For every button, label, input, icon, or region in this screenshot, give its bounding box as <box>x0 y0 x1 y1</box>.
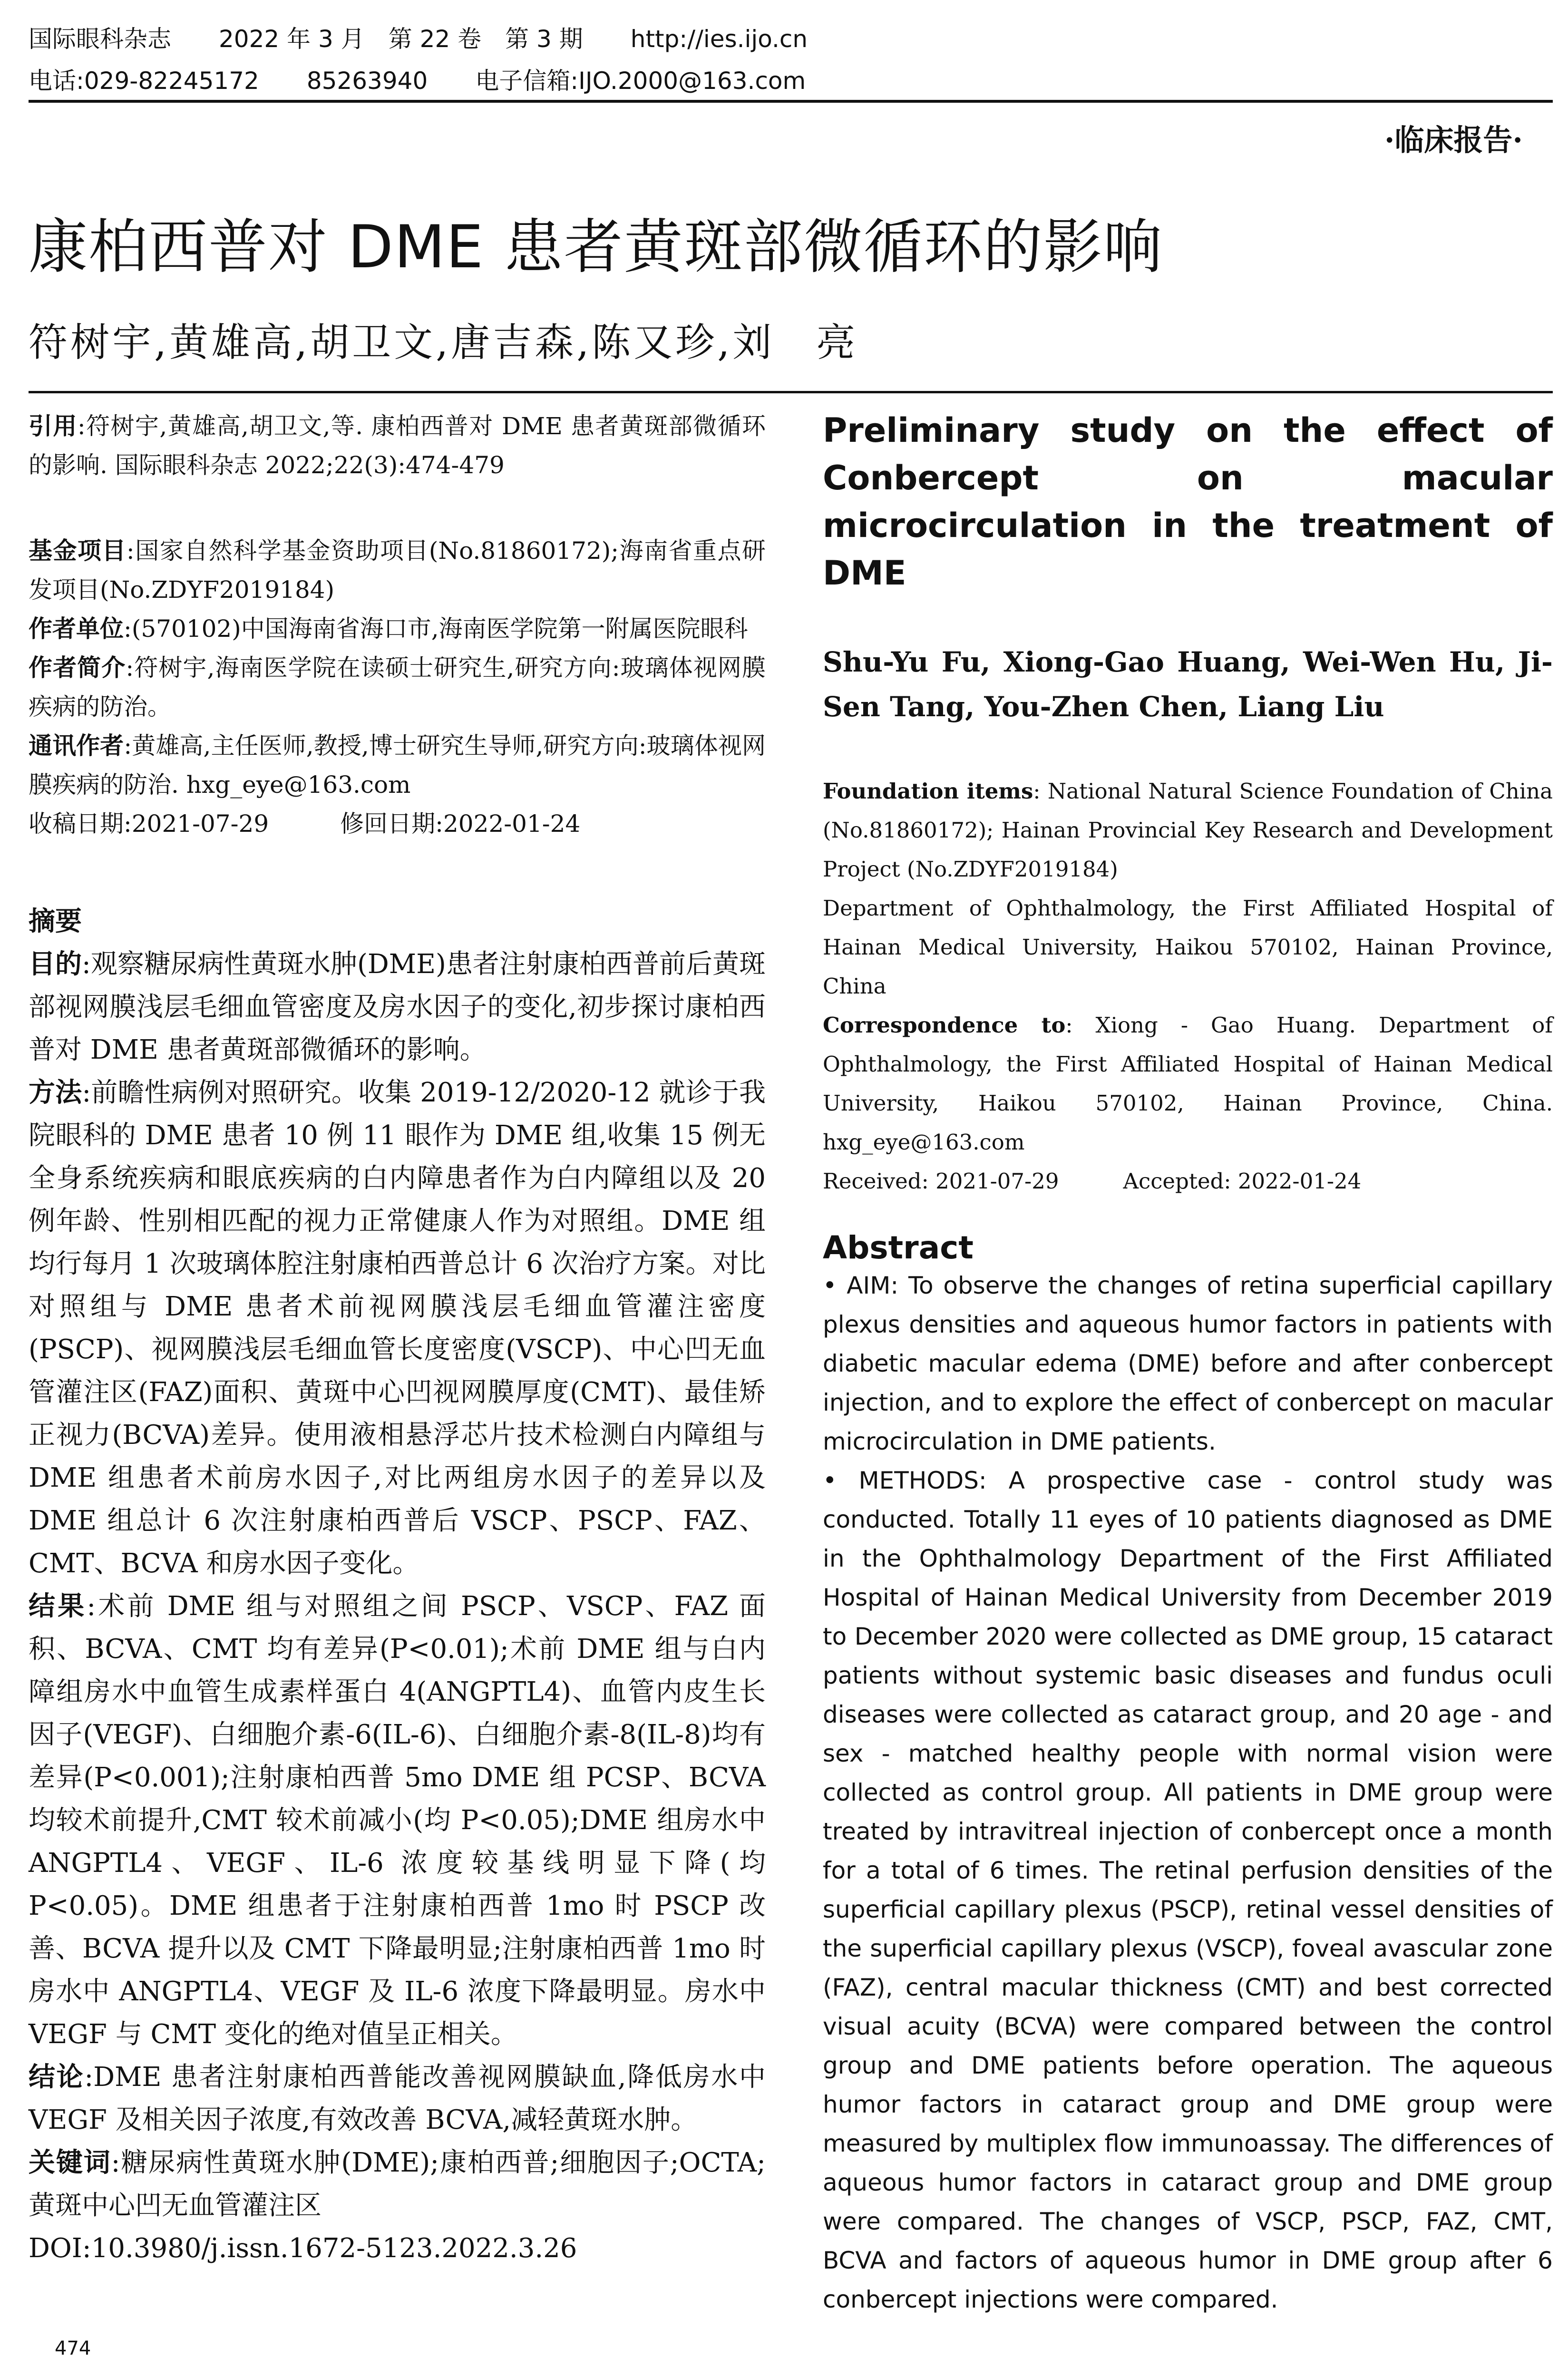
concl-text: :DME 患者注射康柏西普能改善视网膜缺血,降低房水中 VEGF 及相关因子浓度,有效改善 BCVA,减轻黄斑水肿。 <box>29 2062 766 2135</box>
title-rule <box>29 391 1553 393</box>
method-text: :前瞻性病例对照研究。收集 2019-12/2020-12 就诊于我院眼科的 DME 患者 10 例 11 眼作为 DME 组,收集 15 例无全身系统疾病和眼底疾病的白内障患者作为白内障组以及 20 例年龄、性别相匹配的视力正常健康人作为对照组。DME 组均行每月 1 次玻璃体腔注射康柏西普总计 6 次治疗方案。对比对照组与 DME 患者术前视网膜浅层毛细血管灌注密度(PSCP)、视网膜浅层毛细血管长度密度(VSCP)、中心凹无血管灌注区(FAZ)面积、黄斑中心凹视网膜厚度(CMT)、最佳矫正视力(BCVA)差异。使用液相悬浮芯片技术检测白内障组与 DME 组患者术前房水因子,对比两组房水因子的差异以及 DME 组总计 6 次注射康柏西普后 VSCP、PSCP、FAZ、CMT、BCVA 和房水因子变化。 <box>29 1077 766 1579</box>
article-info-cn <box>29 407 766 843</box>
citation-label: 引用 <box>29 412 78 440</box>
authors-cn: 符树宇,黄雄高,胡卫文,唐吉森,陈又珍,刘 亮 <box>29 320 858 365</box>
aim-cn <box>29 943 766 1072</box>
section-tag: ·临床报告· <box>1384 123 1523 157</box>
fund-text: :国家自然科学基金资助项目(No.81860172);海南省重点研发项目(No.ZDYF2019184) <box>29 537 766 604</box>
aim-text: :观察糖尿病性黄斑水肿(DME)患者注射康柏西普前后黄斑部视网膜浅层毛细血管密度及房水因子的变化,初步探讨康柏西普对 DME 患者黄斑部微循环的影响。 <box>29 949 766 1065</box>
concl-label: 结论 <box>29 2062 85 2093</box>
abstract-heading-cn: 摘要 <box>29 906 82 937</box>
left-column <box>29 407 766 2270</box>
aim-en: • AIM: To observe the changes of retina superficial capillary plexus densities and aqueous humor factors in patients with diabetic macular edema (DME) before and after conbercept injection, and to explore the effect of conbercept on macular microcirculation in DME patients. <box>823 1272 1553 1455</box>
unit-label: 作者单位 <box>29 615 124 643</box>
author-intro <box>29 648 766 726</box>
corr-text: :黄雄高,主任医师,教授,博士研究生导师,研究方向:玻璃体视网膜疾病的防治. hxg_eye@163.com <box>29 732 766 799</box>
unit-text: :(570102)中国海南省海口市,海南医学院第一附属医院眼科 <box>124 615 748 643</box>
keywords-cn <box>29 2142 766 2227</box>
abstract-en <box>823 1266 1553 2319</box>
result-cn <box>29 1585 766 2056</box>
result-label: 结果 <box>29 1591 87 1622</box>
result-text: :术前 DME 组与对照组之间 PSCP、VSCP、FAZ 面积、BCVA、CMT 均有差异(P<0.01);术前 DME 组与白内障组房水中血管生成素样蛋白 4(ANGPTL4)、血管内皮生长因子(VEGF)、白细胞介素-6(IL-6)、白细胞介素-8(IL-8)均有差异(P<0.001);注射康柏西普 5mo DME 组 PCSP、BCVA 均较术前提升,CMT 较术前减小(均 P<0.05);DME 组房水中 ANGPTL4、VEGF、IL-6 浓度较基线明显下降(均 P<0.05)。DME 组患者于注射康柏西普 1mo 时 PSCP 改善、BCVA 提升以及 CMT 下降最明显;注射康柏西普 1mo 时房水中 ANGPTL4、VEGF 及 IL-6 浓度下降最明显。房水中 VEGF 与 CMT 变化的绝对值呈正相关。 <box>29 1591 766 2050</box>
email-info[interactable]: 电子信箱:IJO.2000@163.com <box>475 67 806 95</box>
correspondence-text: : Xiong - Gao Huang. Department of Ophthalmology, the First Affiliated Hospital of Hainan Medical University, Haikou 570102, Hainan Province, China. hxg_eye@163.com <box>823 1013 1553 1155</box>
foundation-en <box>823 772 1553 889</box>
kw-label: 关键词 <box>29 2147 111 2178</box>
article-info-en <box>823 772 1553 1201</box>
citation-text: :符树宇,黄雄高,胡卫文,等. 康柏西普对 DME 患者黄斑部微循环的影响. 国际眼科杂志 2022;22(3):474-479 <box>29 412 766 479</box>
journal-header-line1 <box>29 20 808 54</box>
abstract-heading-en: Abstract <box>823 1229 974 1266</box>
issue-info: 2022 年 3 月 第 22 卷 第 3 期 <box>219 25 583 53</box>
right-column <box>823 407 1553 2319</box>
kw-text: :糖尿病性黄斑水肿(DME);康柏西普;细胞因子;OCTA;黄斑中心凹无血管灌注区 <box>29 2147 766 2221</box>
methods-en: • METHODS: A prospective case - control study was conducted. Totally 11 eyes of 10 patients diagnosed as DME in the Ophthalmology Department of the First Affiliated Hospital of Hainan Medical University from December 2019 to December 2020 were collected as DME group, 15 cataract patients without systemic basic diseases and fundus oculi diseases were collected as cataract group, and 20 age - and sex - matched healthy people with normal vision were collected as control group. All patients in DME group were treated by intravitreal injection of conbercept once a month for a total of 6 times. The retinal perfusion densities of the superficial capillary plexus (PSCP), retinal vessel densities of the superficial capillary plexus (VSCP), foveal avascular zone (FAZ), central macular thickness (CMT) and best corrected visual acuity (BCVA) were compared between the control group and DME patients before operation. The aqueous humor factors in cataract group and DME group were measured by multiplex flow immunoassay. The differences of aqueous humor factors in cataract group and DME group were compared. The changes of VSCP, PSCP, FAZ, CMT, BCVA and factors of aqueous humor in DME group after 6 conbercept injections were compared. <box>823 1467 1553 2313</box>
intro-label: 作者简介 <box>29 654 126 682</box>
dates-cn: 收稿日期:2021-07-29 修回日期:2022-01-24 <box>29 810 581 838</box>
dates-en: Received: 2021-07-29 Accepted: 2022-01-24 <box>823 1169 1362 1194</box>
header-rule <box>29 100 1553 103</box>
article-title-cn: 康柏西普对 DME 患者黄斑部微循环的影响 <box>29 213 1163 282</box>
method-cn <box>29 1072 766 1585</box>
fund <box>29 531 766 609</box>
article-title-en: Preliminary study on the effect of Conbercept on macular microcirculation in the treatment of DME <box>823 411 1553 593</box>
journal-header-line2 <box>29 62 806 96</box>
abstract-cn <box>29 900 766 2270</box>
page-number: 474 <box>55 2338 91 2359</box>
aim-label: 目的 <box>29 949 82 980</box>
method-label: 方法 <box>29 1077 82 1108</box>
corresponding-author <box>29 726 766 804</box>
journal-url[interactable]: http://ies.ijo.cn <box>630 25 808 53</box>
phone-info: 电话:029-82245172 85263940 <box>29 67 428 95</box>
citation <box>29 407 766 485</box>
department-en: Department of Ophthalmology, the First Affiliated Hospital of Hainan Medical University, Haikou 570102, Hainan Province, China <box>823 896 1553 999</box>
journal-name: 国际眼科杂志 <box>29 25 171 53</box>
intro-text: :符树宇,海南医学院在读硕士研究生,研究方向:玻璃体视网膜疾病的防治。 <box>29 654 766 721</box>
fund-label: 基金项目 <box>29 537 127 565</box>
correspondence-en <box>823 1006 1553 1162</box>
foundation-text: : National Natural Science Foundation of China (No.81860172); Hainan Provincial Key Research and Development Project (No.ZDYF2019184) <box>823 779 1553 882</box>
corr-label: 通讯作者 <box>29 732 124 760</box>
doi[interactable]: DOI:10.3980/j.issn.1672-5123.2022.3.26 <box>29 2233 577 2264</box>
conclusion-cn <box>29 2056 766 2142</box>
correspondence-label: Correspondence to <box>823 1013 1066 1038</box>
authors-en: Shu-Yu Fu, Xiong-Gao Huang, Wei-Wen Hu, Ji-Sen Tang, You-Zhen Chen, Liang Liu <box>823 646 1553 723</box>
author-unit <box>29 609 766 648</box>
foundation-label: Foundation items <box>823 779 1033 804</box>
